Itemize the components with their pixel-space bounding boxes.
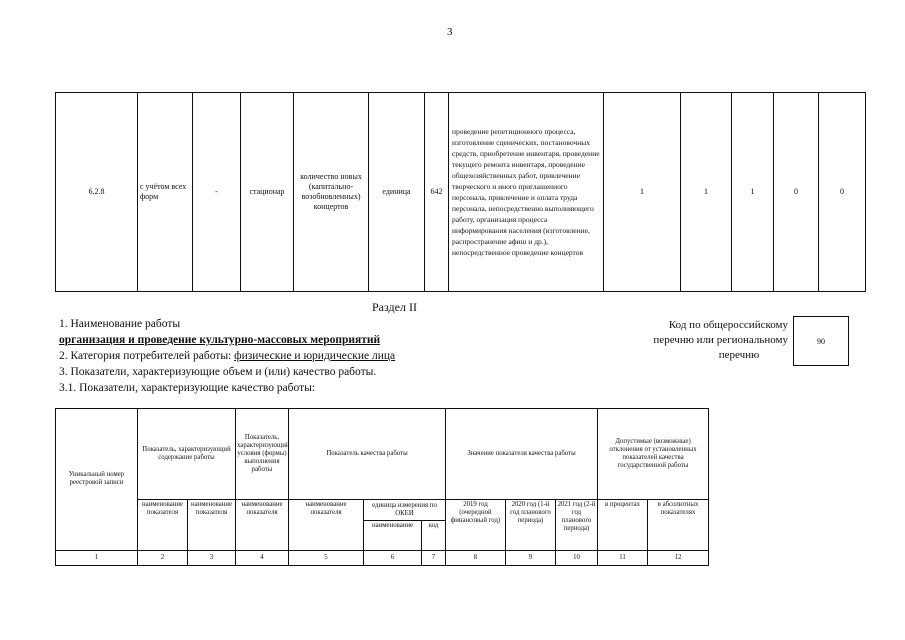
col-num-11: 11 xyxy=(598,550,648,565)
col-num-4: 4 xyxy=(236,550,289,565)
quality-heading: 3.1. Показатели, характеризующие качество работы: xyxy=(59,382,316,394)
sub-year-2019: 2019 год (очередной финансовый год) xyxy=(446,500,506,551)
sub-year-2021: 2021 год (2-й год планового периода) xyxy=(556,500,598,551)
column-numbers-row xyxy=(56,550,709,565)
sub-name-4: наименование показателя xyxy=(289,500,364,551)
header-content: Показатель, характеризующий содержание работы xyxy=(138,409,236,500)
header-unique-number: Уникальный номер реестровой записи xyxy=(56,409,138,551)
col-num-12: 12 xyxy=(648,550,709,565)
col-num-3: 3 xyxy=(188,550,236,565)
cell-value-5: 0 xyxy=(819,93,866,292)
header-values: Значение показателя качества работы xyxy=(446,409,598,500)
cell-content: с учётом всех форм xyxy=(138,93,193,292)
cell-unit-code: 642 xyxy=(425,93,449,292)
code-value: 90 xyxy=(817,336,825,346)
cell-value-1: 1 xyxy=(604,93,681,292)
code-label xyxy=(640,318,788,363)
header-conditions: Показатель, характеризующий условия (формы) выполнения работы xyxy=(236,409,289,500)
code-label-line-2: перечню или региональному xyxy=(653,334,788,346)
code-box xyxy=(793,316,849,366)
consumer-value: физические и юридические лица xyxy=(234,350,396,362)
work-name-label: 1. Наименование работы xyxy=(59,318,181,330)
indicator-heading: 3. Показатели, характеризующие объем и (или) качество работы. xyxy=(59,366,377,378)
col-num-1: 1 xyxy=(56,550,138,565)
cell-form: стационар xyxy=(241,93,294,292)
row-code: 6.2.8 xyxy=(56,93,138,292)
sub-name-2: наименование показателя xyxy=(188,500,236,551)
table-row xyxy=(56,93,866,292)
header-row xyxy=(56,409,709,500)
cell-dash: - xyxy=(193,93,241,292)
service-volume-table xyxy=(55,92,866,292)
col-num-9: 9 xyxy=(506,550,556,565)
col-num-7: 7 xyxy=(422,550,446,565)
sub-unit-name: наименование xyxy=(364,520,422,550)
header-quality: Показатель качества работы xyxy=(289,409,446,500)
col-num-2: 2 xyxy=(138,550,188,565)
work-name-value: организация и проведение культурно-массовых мероприятий xyxy=(59,334,381,346)
consumer-category xyxy=(59,350,395,362)
sub-year-2020: 2020 год (1-й год планового периода) xyxy=(506,500,556,551)
col-num-8: 8 xyxy=(446,550,506,565)
consumer-label: 2. Категория потребителей работы: xyxy=(59,350,235,362)
page-number: 3 xyxy=(447,26,453,38)
cell-description: проведение репетиционного процесса, изготовление сценических, постановочных средств, приобретение инвентаря, проведение текущего ремонта инвентаря, проведение общехозяйственных работ, привлечение творческого и иного приглашенного персонала, привлечение и оплата труда персонала, непосредственно выполняющего работу, организация процесса информирования населения (изготовление, распространение афиш и др.), непосредственное проведение концертов xyxy=(449,93,604,292)
quality-table xyxy=(55,408,709,566)
sub-unit-code: код xyxy=(422,520,446,550)
cell-value-3: 1 xyxy=(732,93,774,292)
section-title: Раздел II xyxy=(372,300,417,314)
cell-unit: единица xyxy=(369,93,425,292)
cell-value-2: 1 xyxy=(681,93,732,292)
subheader-row xyxy=(56,500,709,520)
code-label-line-3: перечню xyxy=(718,349,760,361)
sub-name-1: наименование показателя xyxy=(138,500,188,551)
sub-absolute: в абсолютных показателях xyxy=(648,500,709,551)
col-num-10: 10 xyxy=(556,550,598,565)
header-deviation: Допустимые (возможные) отклонения от установленных показателей качества государственной работы xyxy=(598,409,709,500)
code-label-line-1: Код по общероссийскому xyxy=(668,319,788,331)
sub-name-3: наименование показателя xyxy=(236,500,289,551)
col-num-6: 6 xyxy=(364,550,422,565)
cell-indicator-name: количество новых (капитально-возобновленных) концертов xyxy=(294,93,369,292)
sub-percent: в процентах xyxy=(598,500,648,551)
cell-value-4: 0 xyxy=(774,93,819,292)
sub-unit: единица измерения по ОКЕИ xyxy=(364,500,446,520)
col-num-5: 5 xyxy=(289,550,364,565)
